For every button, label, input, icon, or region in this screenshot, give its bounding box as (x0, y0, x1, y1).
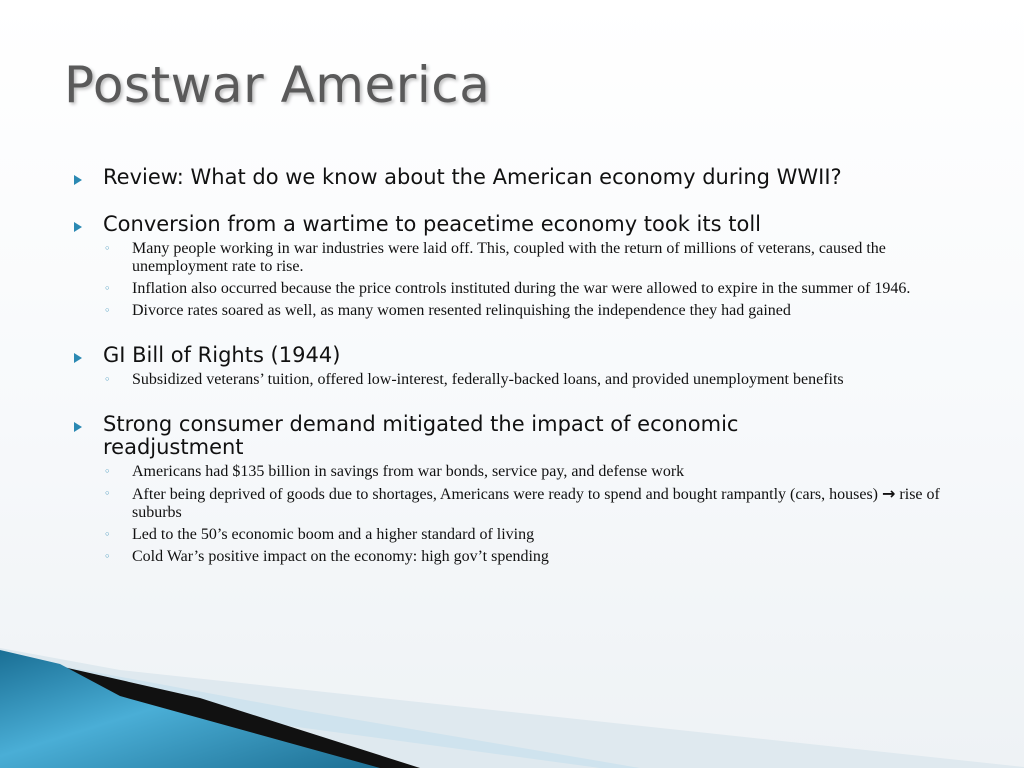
sub-bullet-item (74, 240, 974, 276)
bullet-group-gi-bill (74, 344, 974, 389)
sub-bullet-item (74, 280, 974, 298)
sub-bullet-list (74, 463, 974, 566)
circle-bullet-icon: ◦ (104, 465, 111, 478)
bullet-text: Conversion from a wartime to peacetime economy took its toll (103, 212, 761, 236)
bullet-group-review (74, 166, 974, 189)
circle-bullet-icon: ◦ (104, 487, 111, 500)
bullet-text: Review: What do we know about the American economy during WWII? (103, 165, 842, 189)
decorative-wave-band (0, 640, 1024, 768)
sub-bullet-text: Divorce rates soared as well, as many women resented relinquishing the independence they had gained (132, 302, 791, 319)
sub-bullet-list (74, 240, 974, 320)
circle-bullet-icon: ◦ (104, 373, 111, 386)
sub-bullet-text: Many people working in war industries were laid off. This, coupled with the return of millions of veterans, caused the unemployment rate to rise. (132, 240, 886, 275)
circle-bullet-icon: ◦ (104, 282, 111, 295)
sub-bullet-item (74, 485, 974, 522)
triangle-bullet-icon (74, 413, 103, 432)
sub-bullet-text: Cold War’s positive impact on the economy: high gov’t spending (132, 548, 549, 565)
sub-bullet-item (74, 526, 974, 544)
slide-title: Postwar America (64, 56, 491, 114)
sub-bullet-text: Americans had $135 billion in savings from war bonds, service pay, and defense work (132, 463, 685, 480)
sub-bullet-list (74, 371, 974, 389)
bullet-item (74, 344, 974, 367)
slide-content (74, 166, 974, 590)
bullet-text: Strong consumer demand mitigated the impact of economic readjustment (103, 412, 739, 459)
bullet-text: GI Bill of Rights (1944) (103, 343, 341, 367)
triangle-bullet-icon (74, 344, 103, 363)
right-arrow-icon: → (882, 484, 896, 503)
sub-bullet-text (132, 485, 974, 522)
sub-bullet-item (74, 371, 974, 389)
sub-bullet-text-part: rise of suburbs (132, 486, 940, 521)
sub-bullet-item (74, 463, 974, 481)
sub-bullet-item (74, 548, 974, 566)
bullet-item (74, 413, 974, 459)
circle-bullet-icon: ◦ (104, 242, 111, 255)
circle-bullet-icon: ◦ (104, 550, 111, 563)
sub-bullet-text: Inflation also occurred because the price controls instituted during the war were allowed to expire in the summer of 1946. (132, 280, 911, 297)
bullet-item (74, 166, 974, 189)
sub-bullet-text: Led to the 50’s economic boom and a higher standard of living (132, 526, 535, 543)
triangle-bullet-icon (74, 213, 103, 232)
circle-bullet-icon: ◦ (104, 304, 111, 317)
bullet-item (74, 213, 974, 236)
sub-bullet-text: Subsidized veterans’ tuition, offered low-interest, federally-backed loans, and provided unemployment benefits (132, 371, 844, 388)
sub-bullet-item (74, 302, 974, 320)
bullet-group-consumer-demand (74, 413, 974, 566)
triangle-bullet-icon (74, 166, 103, 185)
sub-bullet-text-part: After being deprived of goods due to shortages, Americans were ready to spend and bought rampantly (cars, houses) (132, 486, 883, 503)
circle-bullet-icon: ◦ (104, 528, 111, 541)
bullet-group-conversion (74, 213, 974, 320)
